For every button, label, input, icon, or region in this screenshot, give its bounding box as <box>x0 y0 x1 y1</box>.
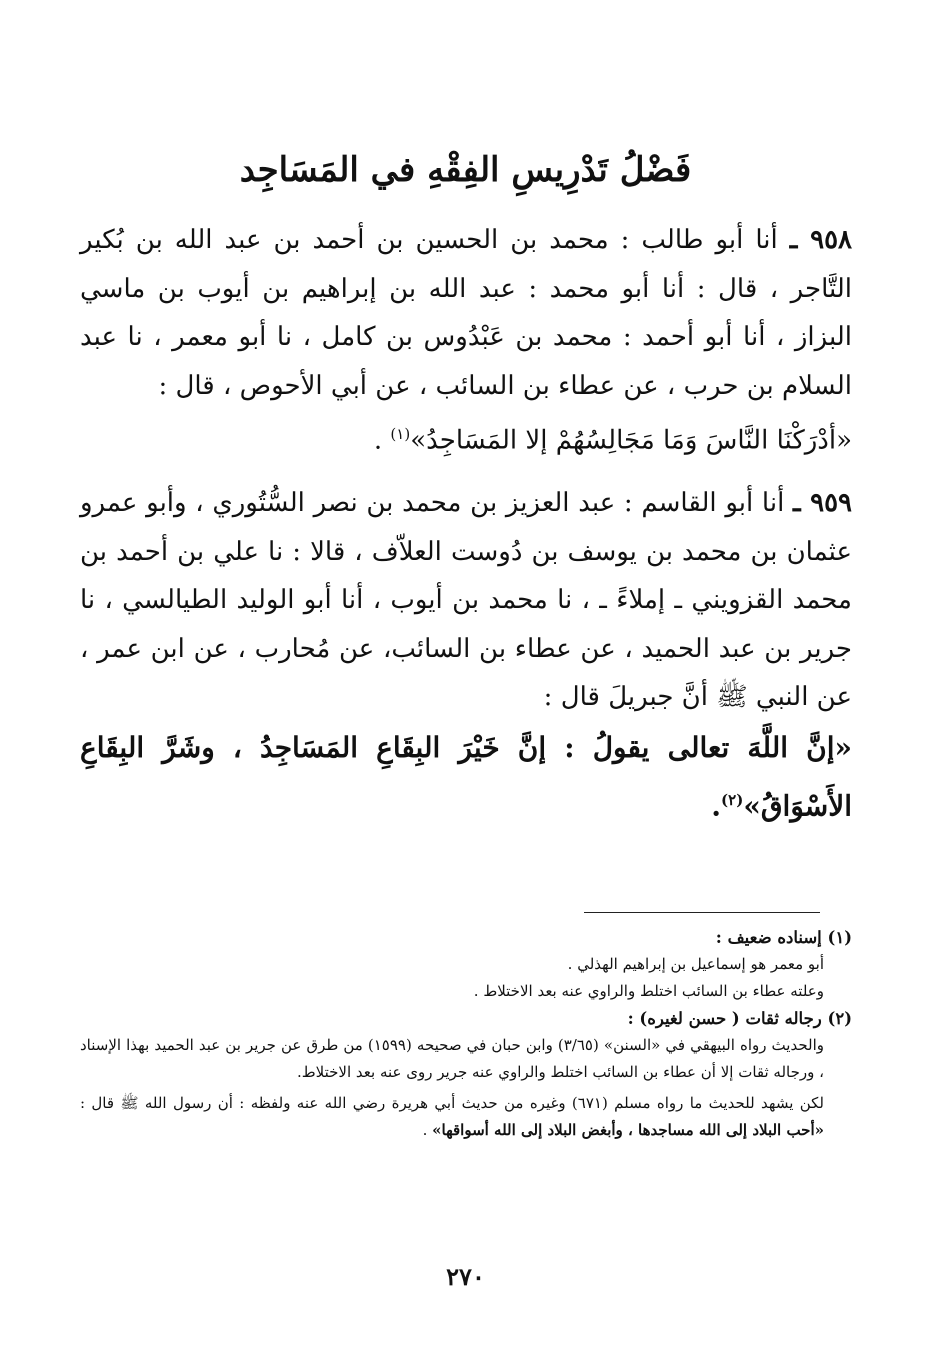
hadith-number: ٩٥٩ ـ <box>793 488 853 519</box>
hadith-number: ٩٥٨ ـ <box>789 225 853 255</box>
hadith-959-quote <box>80 722 852 832</box>
footnote-1-line-1: أبو معمر هو إسماعيل بن إبراهيم الهذلي . <box>567 955 824 973</box>
footnote-2-para-2-text: لكن يشهد للحديث ما رواه مسلم (٦٧١) وغيره من حديث أبي هريرة رضي الله عنه ولفظه : أن رسول الله ﷺ قال : <box>80 1094 824 1112</box>
main-text <box>80 216 852 832</box>
quote-text: «إنَّ اللَّهَ تعالى يقولُ : إنَّ خَيْرَ البِقَاعِ المَسَاجِدُ ، وشَرَّ البِقَاعِ الأَسْوَاقُ» <box>80 730 852 822</box>
footnotes <box>80 924 852 1144</box>
footnote-ref-1[interactable]: (١) <box>390 425 411 443</box>
hadith-958 <box>80 216 852 410</box>
hadith-chain: أنا أبو طالب : محمد بن الحسين بن أحمد بن عبد الله بن بُكير التَّاجر ، قال : أنا أبو محمد : عبد الله بن إبراهيم بن أيوب بن ماسي البزاز ، أنا أبو أحمد : محمد بن عَبْدُوس بن كامل ، نا أبو معمر ، نا عبد السلام بن حرب ، عن عطاء بن السائب ، عن أبي الأحوص ، قال : <box>80 225 852 401</box>
footnote-divider <box>584 912 820 913</box>
hadith-959 <box>80 479 852 722</box>
footnote-1-heading: (١) إسناده ضعيف : <box>715 928 852 947</box>
chapter-title: فَضْلُ تَدْرِيسِ الفِقْهِ في المَسَاجِد <box>239 150 692 190</box>
footnote-2-heading: (٢) رجاله ثقات ( حسن لغيره) : <box>627 1009 852 1028</box>
hadith-958-quote <box>80 410 852 465</box>
footnote-ref-2[interactable]: (٢) <box>721 790 744 809</box>
footnote-2-quote: «أحب البلاد إلى الله مساجدها ، وأبغض البلاد إلى الله أسواقها» <box>432 1121 824 1139</box>
hadith-chain: أنا أبو القاسم : عبد العزيز بن محمد بن نصر السُّتُوري ، وأبو عمرو عثمان بن محمد بن يوسف بن دُوست العلاّف ، قالا : نا علي بن أحمد بن محمد القزويني ـ إملاءً ـ ، نا محمد بن أيوب ، أنا أبو الوليد الطيالسي ، نا جرير بن عبد الحميد ، عن عطاء بن السائب، عن مُحارب ، عن ابن عمر ، عن النبي ﷺ أنَّ جبريلَ قال : <box>80 488 852 713</box>
quote-end: . <box>711 788 722 822</box>
quote-text: «أدْرَكْنَا النَّاسَ وَمَا مَجَالِسُهُمْ إلا المَسَاجِدُ» <box>410 425 852 456</box>
footnote-2-para-2 <box>80 1090 852 1144</box>
footnote-2-end: . <box>422 1121 433 1139</box>
footnote-2-para-1: والحديث رواه البيهقي في «السنن» (٣/٦٥) وابن حبان في صحيحه (١٥٩٩) من طرق عن جرير بن عبد الحميد بهذا الإسناد ، ورجاله ثقات إلا أن عطاء بن السائب اختلط والراوي عنه جرير روى عنه بعد الاختلاط. <box>80 1036 824 1081</box>
page-number: ٢٧٠ <box>446 1262 485 1291</box>
quote-end: . <box>373 425 391 456</box>
footnote-1-line-2: وعلته عطاء بن السائب اختلط والراوي عنه بعد الاختلاط . <box>473 982 824 1000</box>
